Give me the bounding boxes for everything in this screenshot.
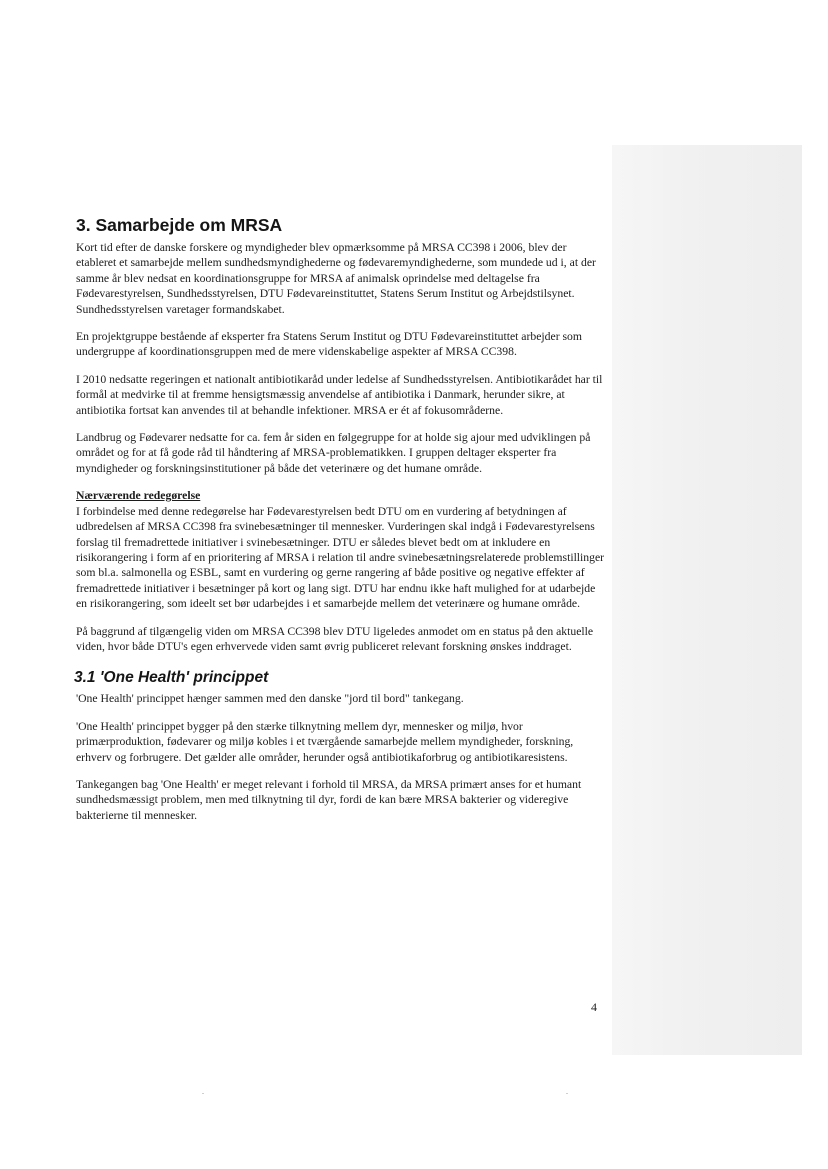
page-content bbox=[76, 214, 606, 835]
subsection-title: 3.1 'One Health' princippet bbox=[74, 669, 269, 687]
scan-speck bbox=[202, 1093, 204, 1094]
scan-speck bbox=[566, 1093, 568, 1094]
paragraph: En projektgruppe bestående af eksperter fra Statens Serum Institut og DTU Fødevareinstituttet arbejder som undergruppe af koordinationsgruppen med de mere videnskabelige aspekter af MRSA CC398. bbox=[76, 330, 582, 359]
paragraph: 'One Health' princippet hænger sammen med den danske "jord til bord" tankegang. bbox=[76, 692, 464, 706]
paragraph: I 2010 nedsatte regeringen et nationalt antibiotikaråd under ledelse af Sundhedsstyrelsen. Antibiotikarådet har til formål at medvirke til at fremme hensigtsmæssig anvendelse af antibiotika i Danmark, herunder sikre, at antibiotika fortsat kan anvendes til at behandle infektioner. MRSA er ét af fokusområderne. bbox=[76, 372, 603, 417]
section-title: 3. Samarbejde om MRSA bbox=[76, 215, 283, 235]
sub-heading: Nærværende redegørelse bbox=[76, 489, 201, 503]
paragraph: Kort tid efter de danske forskere og myndigheder blev opmærksomme på MRSA CC398 i 2006, blev der etableret et samarbejde mellem sundhedsmyndighederne og fødevaremyndighederne, som mundede ud i, at der samme år blev nedsat en koordinationsgruppe for MRSA af animalsk oprindelse med deltagelse fra Fødevarestyrelsen, Sundhedsstyrelsen, DTU Fødevareinstituttet, Statens Serum Institut og Arbejdstilsynet. Sundhedsstyrelsen varetager formandskabet. bbox=[76, 241, 596, 316]
paragraph: På baggrund af tilgængelig viden om MRSA CC398 blev DTU ligeledes anmodet om en status på den aktuelle viden, hvor både DTU's egen erhvervede viden samt øvrig publiceret relevant forskning ønskes inddraget. bbox=[76, 624, 594, 653]
paragraph: 'One Health' princippet bygger på den stærke tilknytning mellem dyr, mennesker og miljø, hvor primærproduktion, fødevarer og miljø kobles i et tværgående samarbejde mellem myndigheder, forskning, erhverv og forbrugere. Det gælder alle områder, herunder også antibiotikaforbrug og antibiotikaresistens. bbox=[76, 719, 574, 764]
page-number: 4 bbox=[591, 1000, 597, 1014]
scan-shadow bbox=[612, 145, 802, 1055]
paragraph: I forbindelse med denne redegørelse har Fødevarestyrelsen bedt DTU om en vurdering af betydningen af udbredelsen af MRSA CC398 fra svinebesætninger til mennesker. Vurderingen skal indgå i Fødevarestyrelsens forslag til fremadrettede initiativer i svinebesætninger. DTU er således blevet bedt om at inkludere en risikorangering i form af en prioritering af MRSA i relation til andre svinebesætningsrelaterede problemstillinger som bl.a. salmonella og ESBL, samt en vurdering og gerne rangering af både positive og negative effekter af fremadrettede initiativer i besætninger på kort og lang sigt. DTU har endnu ikke haft mulighed for at udarbejde en risikorangering, som ideelt set bør udarbejdes i et samarbejde mellem det veterinære og humane område. bbox=[76, 504, 605, 611]
paragraph: Tankegangen bag 'One Health' er meget relevant i forhold til MRSA, da MRSA primært anses for et humant sundhedsmæssigt problem, men med tilknytning til dyr, fordi de kan bære MRSA bakterier og videregive bakterierne til mennesker. bbox=[76, 777, 582, 822]
paragraph: Landbrug og Fødevarer nedsatte for ca. fem år siden en følgegruppe for at holde sig ajour med udviklingen på området og for at få gode råd til håndtering af MRSA-problematikken. I gruppen deltager eksperter fra myndigheder og forskningsinstitutioner på både det veterinære og det humane område. bbox=[76, 431, 591, 475]
